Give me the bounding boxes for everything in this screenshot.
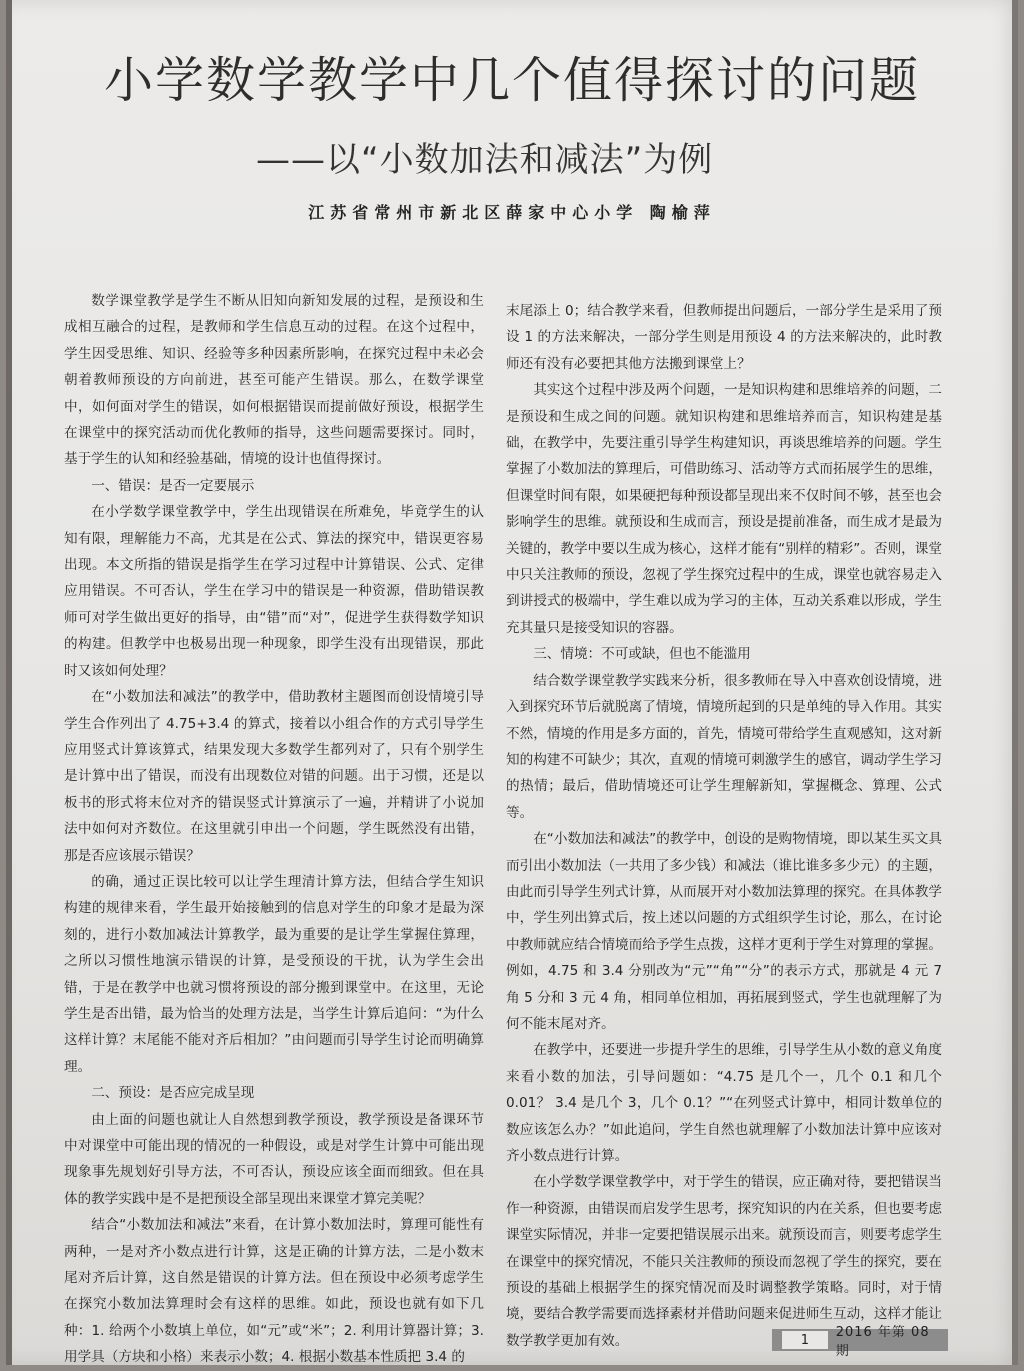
article-author: 江苏省常州市新北区薛家中心小学 陶榆萍 <box>308 203 716 222</box>
paragraph: 的确，通过正误比较可以让学生理清计算方法，但结合学生知识构建的规律来看，学生最开始接触到的信息对学生的印象才是最为深刻的，进行小数加减法计算教学，最为重要的是让学生掌握住算理，之所以习惯性地演示错误的计算，是受预设的干扰，认为学生会出错，于是在教学中也就习惯将预设的部分搬到课堂中。在这里，无论学生是否出错，最为恰当的处理方法是，当学生计算后追问：“为什么这样计算？末尾能不能对齐后相加？”由问题而引导学生讨论而明确算理。 <box>64 873 484 1075</box>
paragraph: 结合数学课堂教学实践来分析，很多教师在导入中喜欢创设情境，进入到探究环节后就脱离了情境，情境所起到的只是单纯的导入作用。其实不然，情境的作用是多方面的，首先，情境可带给学生直观感知，这对新知的构建不可缺少；其次，直观的情境可刺激学生的感官，调动学生学习的热情；最后，借助情境还可让学生理解新知，掌握概念、算理、公式等。 <box>506 672 942 821</box>
issue-label: 2016 年第 08 期 <box>835 1325 930 1359</box>
paragraph: 结合“小数加法和减法”来看，在计算小数加法时，算理可能性有两种，一是对齐小数点进行计算，这是正确的计算方法，二是小数末尾对齐后计算，这自然是错误的计算方法。但在预设中必须考虑学生在探究小数加法算理时会有这样的思维。如此，预设也就有如下几种：1. 给两个小数填上单位，如“元”或“米”；2. 利用计算器计算；3. 用学具（方块和小格）来表示小数；4. 根据小数基本性质把 3.4 的 <box>64 1217 484 1366</box>
left-text-column <box>64 288 484 1371</box>
section-heading: 三、情境：不可或缺，但也不能滥用 <box>533 646 751 663</box>
journal-page <box>6 0 1018 1365</box>
right-text-column <box>506 298 942 1354</box>
paragraph: 在小学数学课堂教学中，学生出现错误在所难免，毕竟学生的认知有限，理解能力不高，尤其是在公式、算法的探究中，错误更容易出现。本文所指的错误是指学生在学习过程中计算错误、公式、定律应用错误。不可否认，学生在学习中的错误是一种资源，借助错误教师可对学生做出更好的指导，由“错”而“对”，促进学生获得数学知识的构建。但教学中也极易出现一种现象，即学生没有出现错误，那此时又该如何处理？ <box>64 504 484 679</box>
article-subtitle: ——以“小数加法和减法”为例 <box>256 140 714 180</box>
paragraph: 末尾添上 0；结合教学来看，但教师提出问题后，一部分学生是采用了预设 1 的方法来解决，一部分学生则是用预设 4 的方法来解决的，此时教师还有没有必要把其他方法搬到课堂上？ <box>506 303 942 372</box>
paragraph: 在小学数学课堂教学中，对于学生的错误，应正确对待，要把错误当作一种资源，由错误而启发学生思考，探究知识的内在关系，但也要考虑课堂实际情况，并非一定要把错误展示出来。就预设而言，则要考虑学生在课堂中的探究情况，不能只关注教师的预设而忽视了学生的探究，要在预设的基础上根据学生的探究情况而及时调整教学策略。同时，对于情境，要结合教学需要而选择素材并借助问题来促进师生互动，这样才能让数学教学更加有效。 <box>506 1174 942 1349</box>
paragraph: 在“小数加法和减法”的教学中，借助教材主题图而创设情境引导学生合作列出了 4.75+3.4 的算式，接着以小组合作的方式引导学生应用竖式计算该算式，结果发现大多数学生都列对了，只有个别学生是计算中出了错误，而没有出现数位对错的问题。出于习惯，还是以板书的形式将末位对齐的错误竖式计算演示了一遍，并精讲了小说加法中如何对齐数位。在这里就引申出一个问题，学生既然没有出错，那是否应该展示错误？ <box>64 689 484 864</box>
article-title: 小学数学教学中几个值得探讨的问题 <box>103 52 920 109</box>
section-heading: 二、预设：是否应完成呈现 <box>91 1085 255 1102</box>
page-footer <box>772 1325 948 1359</box>
paragraph: 其实这个过程中涉及两个问题，一是知识构建和思维培养的问题，二是预设和生成之间的问题。就知识构建和思维培养而言，知识构建是基础，在教学中，先要注重引导学生构建知识，再谈思维培养的问题。学生掌握了小数加法的算理后，可借助练习、活动等方式而拓展学生的思维，但课堂时间有限，如果硬把每种预设都呈现出来不仅时间不够，甚至也会影响学生的思维。就预设和生成而言，预设是提前准备，而生成才是最为关键的，教学中要以生成为核心，这样才能有“别样的精彩”。否则，课堂中只关注教师的预设，忽视了学生探究过程中的生成，课堂也就容易走入到讲授式的极端中，学生难以成为学习的主体，互动关系难以形成，学生充其量只是接受知识的容器。 <box>506 382 942 636</box>
paragraph: 在“小数加法和减法”的教学中，创设的是购物情境，即以某生买文具而引出小数加法（一共用了多少钱）和减法（谁比谁多多少元）的主题，由此而引导学生列式计算，从而展开对小数加法算理的探究。在具体教学中，学生列出算式后，按上述以问题的方式组织学生讨论，那么，在讨论中教师就应结合情境而给予学生点拨，这样才更利于学生对算理的掌握。例如，4.75 和 3.4 分别改为“元”“角”“分”的表示方式，那就是 4 元 7 角 5 分和 3 元 4 角，相同单位相加，再拓展到竖式，学生也就理解了为何不能末尾对齐。 <box>506 831 942 1032</box>
page-number: 1 <box>782 1331 828 1349</box>
paragraph: 由上面的问题也就让人自然想到教学预设，教学预设是备课环节中对课堂中可能出现的情况的一种假设，或是对学生计算中可能出现现象事先规划好引导方法，不可否认，预设应该全面而细致。但在具体的教学实践中是不是把预设全部呈现出来课堂才算完美呢？ <box>64 1111 484 1207</box>
paragraph: 数学课堂教学是学生不断从旧知向新知发展的过程，是预设和生成相互融合的过程，是教师和学生信息互动的过程。在这个过程中，学生因受思维、知识、经验等多种因素所影响，在探究过程中未必会朝着教师预设的方向前进，甚至可能产生错误。那么，在数学课堂中，如何面对学生的错误，如何根据错误而提前做好预设，根据学生在课堂中的探究活动而优化教师的指导，这些问题需要探讨。同时，基于学生的认知和经验基础，情境的设计也值得探讨。 <box>64 293 484 468</box>
section-heading: 一、错误：是否一定要展示 <box>91 477 255 494</box>
paragraph: 在教学中，还要进一步提升学生的思维，引导学生从小数的意义角度来看小数的加法，引导问题如：“4.75 是几个一，几个 0.1 和几个 0.01？ 3.4 是几个 3，几个 0.1？”“在列竖式计算中，相同计数单位的数应该怎么办？”如此追问，学生自然也就理解了小数加法计算中应该对齐小数点进行计算。 <box>506 1042 942 1164</box>
